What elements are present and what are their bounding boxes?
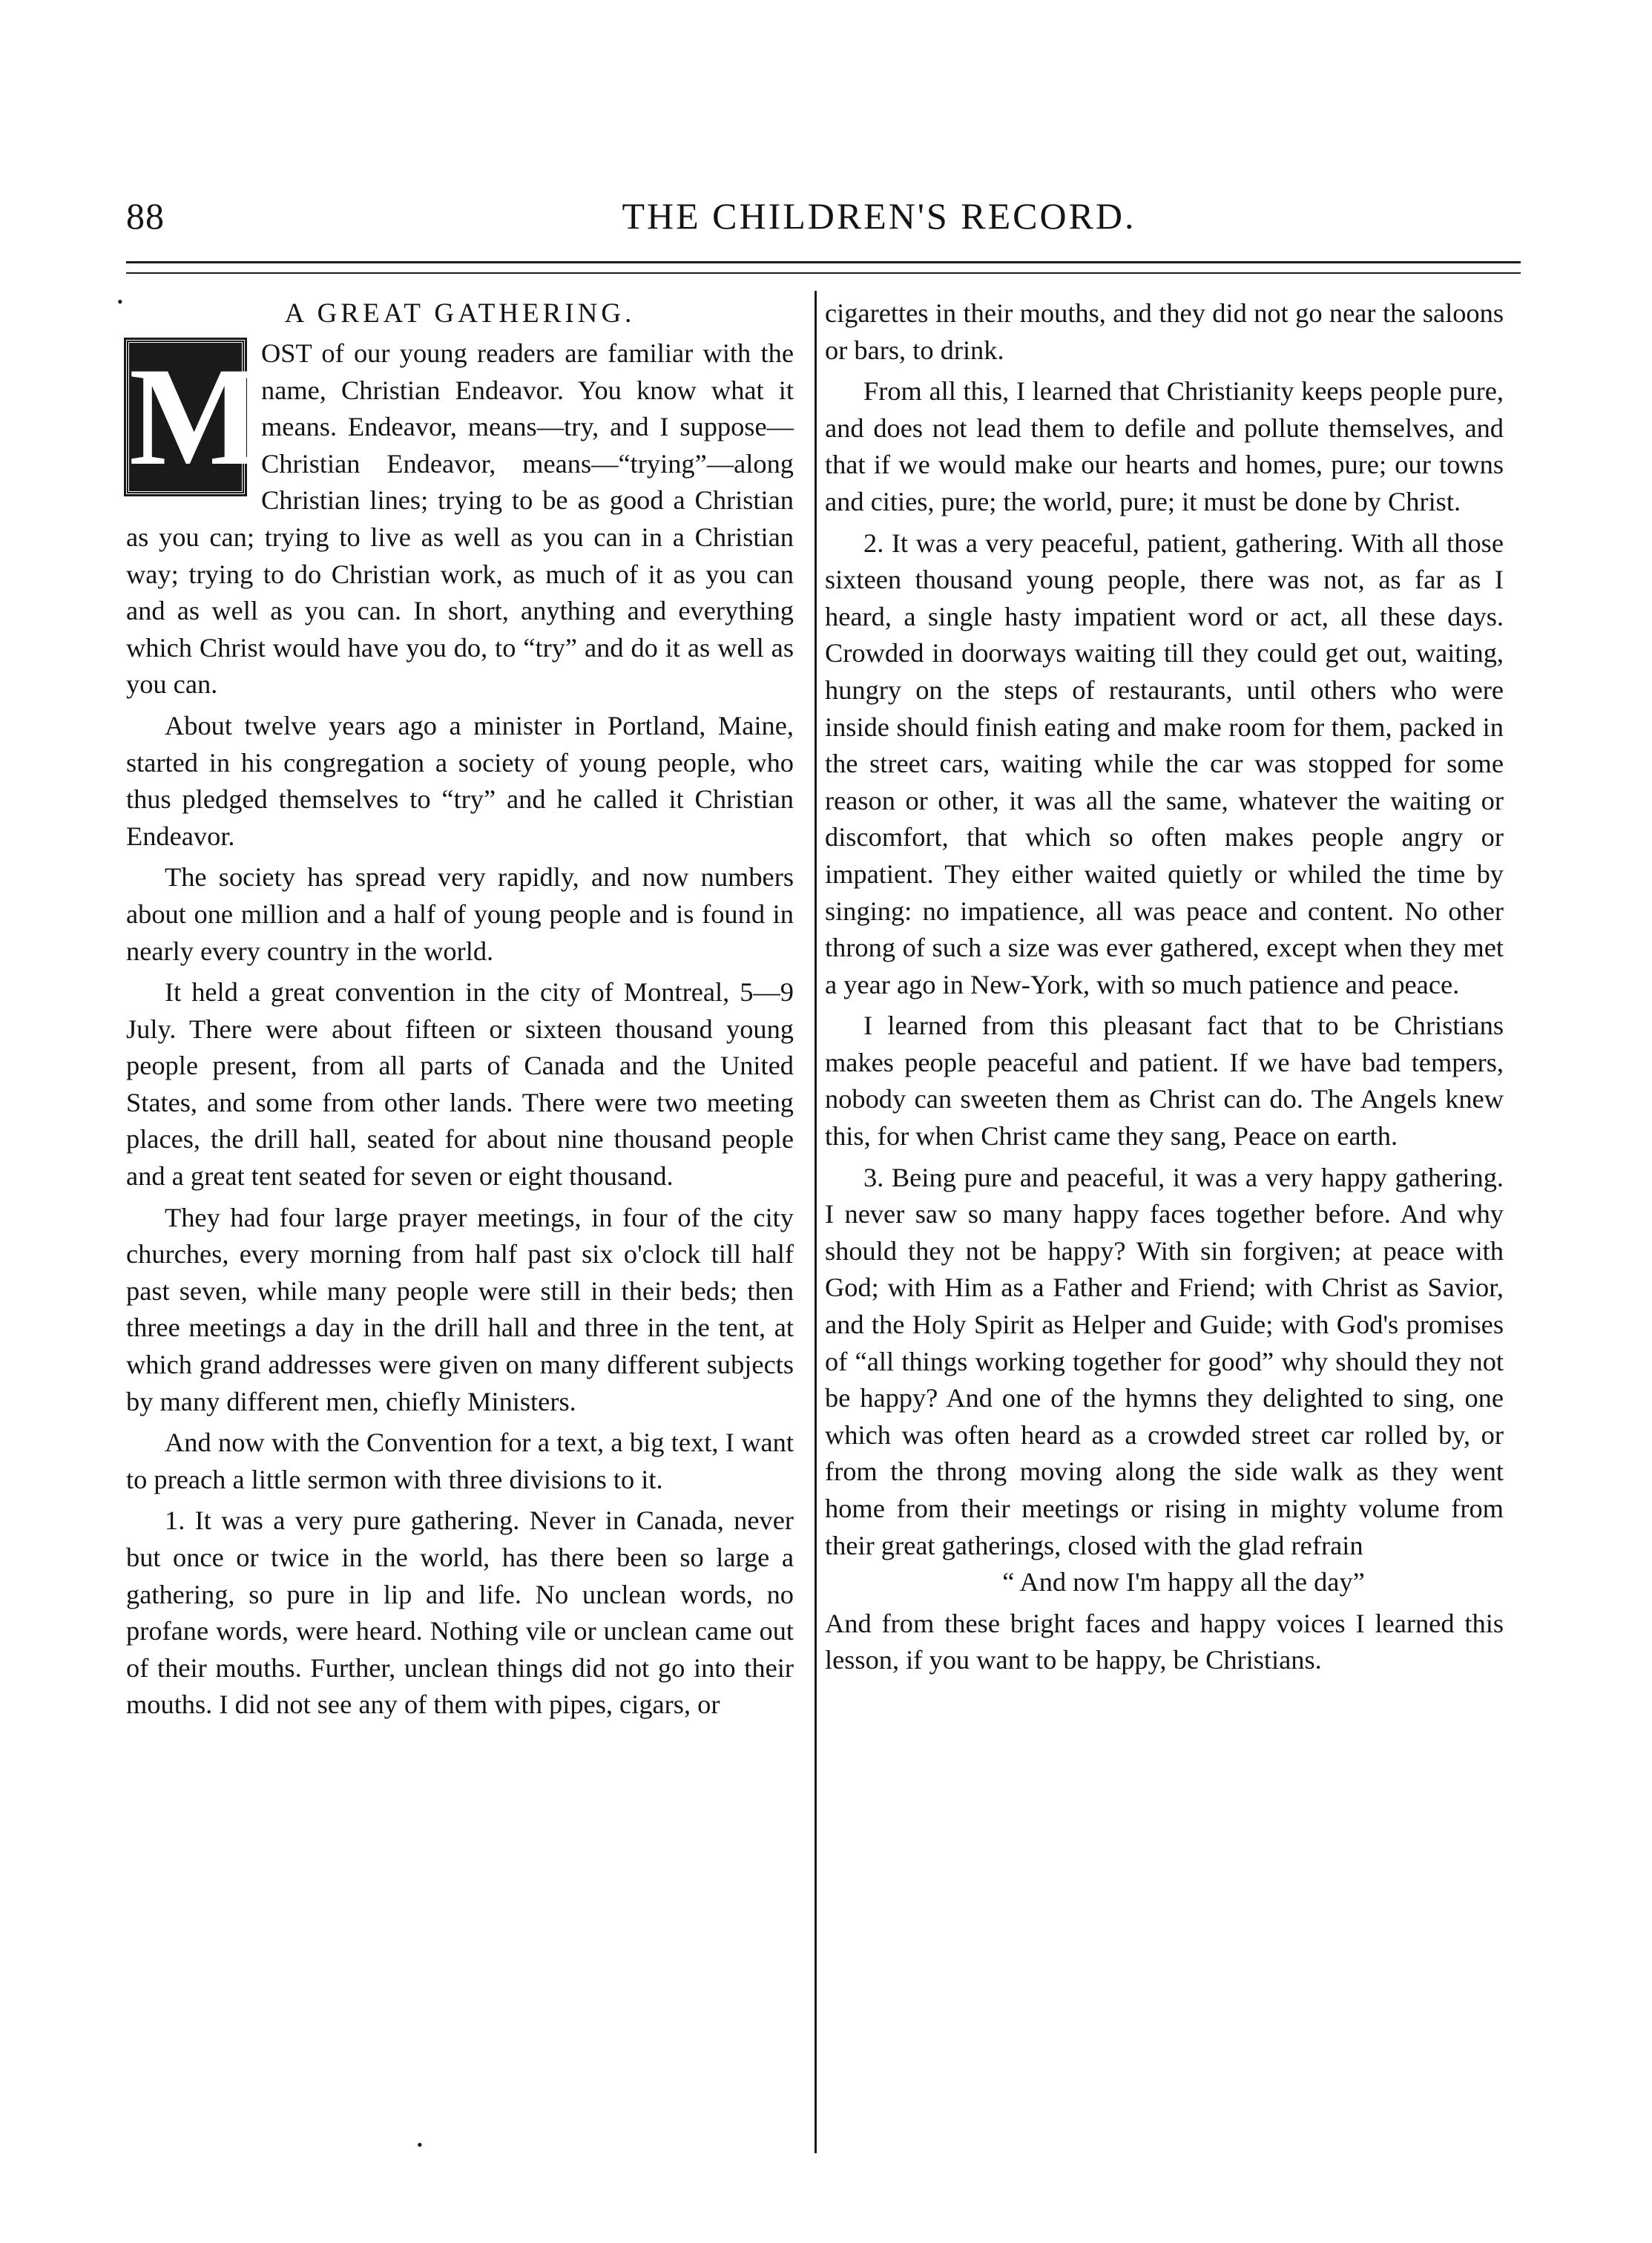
paragraph: It held a great convention in the city of Montreal, 5—9 July. There were about fifteen or sixteen thousand young people present, from all parts of Canada and the United States, and some from other lands. There were two meeting places, the drill hall, seated for about nine thousand people and a great tent seated for seven or eight thousand. (126, 977, 794, 1192)
article-title: A GREAT GATHERING. (284, 298, 636, 329)
page-header (126, 194, 1521, 246)
paragraph: And now with the Convention for a text, a big text, I want to preach a little sermon with three divisions to it. (126, 1428, 794, 1494)
paragraph: I learned from this pleasant fact that to be Christians makes people peaceful and patient. If we have bad tempers, nobody can sweeten them as Christ can do. The Angels knew this, for when Christ came they sang, Peace on earth. (825, 1011, 1504, 1152)
left-column (126, 295, 794, 1728)
opening-paragraph-wrap (126, 335, 794, 703)
column-divider (815, 291, 817, 2153)
closing-paragraph: And from these bright faces and happy voices I learned this lesson, if you want to be happy, be Christians. (825, 1608, 1504, 1675)
hymn-refrain: “ And now I'm happy all the day” (1002, 1567, 1365, 1597)
paragraph: About twelve years ago a minister in Portland, Maine, started in his congregation a society of young people, who thus pledged themselves to “try” and he called it Christian Endeavor. (126, 710, 794, 851)
drop-cap-letter: M (126, 340, 245, 494)
paragraph: From all this, I learned that Christianity keeps people pure, and does not lead them to defile and pollute themselves, and that if we would make our hearts and homes, pure; our towns and cities, pure; the world, pure; it must be done by Christ. (825, 376, 1504, 516)
paragraph: 2. It was a very peaceful, patient, gathering. With all those sixteen thousand young people, there was not, as far as I heard, a single hasty impatient word or act, all these days. Crowded in doorways waiting till they could get out, waiting, hungry on the steps of restaurants, until others who were inside should finish eating and make room for them, packed in the street cars, waiting while the car was stopped for some reason or other, it was all the same, whatever the waiting or discomfort, that which so often makes people angry or impatient. They either waited quietly or whiled the time by singing: no impatience, all was peace and content. No other throng of such a size was ever gathered, except when they met a year ago in New-York, with so much patience and peace. (825, 528, 1504, 999)
header-rule (126, 261, 1521, 274)
paragraph: The society has spread very rapidly, and now numbers about one million and a half of young people and is found in nearly every country in the world. (126, 862, 794, 966)
page-number: 88 (126, 195, 165, 237)
right-column (825, 295, 1504, 1684)
paragraph: They had four large prayer meetings, in four of the city churches, every morning from half past six o'clock till half past seven, while many people were still in their beds; then three meetings a day in the drill hall and three in the tent, at which grand addresses were given on many different subjects by many different men, chiefly Ministers. (126, 1202, 794, 1416)
paragraph: 1. It was a very pure gathering. Never in Canada, never but once or twice in the world, has there been so large a gathering, so pure in lip and life. No unclean words, no profane words, were heard. Nothing vile or unclean came out of their mouths. Further, unclean things did not go into their mouths. I did not see any of them with pipes, cigars, or (126, 1505, 794, 1720)
paragraph: 3. Being pure and peaceful, it was a very happy gathering. I never saw so many happy faces together before. And why should they not be happy? With sin forgiven; at peace with God; with Him as a Father and Friend; with Christ as Savior, and the Holy Spirit as Helper and Guide; with God's promises of “all things working together for good” why should they not be happy? And one of the hymns they delighted to sing, one which was often heard as a crowded street car rolled by, or from the throng moving along the side walk as they went home from their meetings or rising in mighty volume from their great gatherings, closed with the glad refrain (825, 1162, 1504, 1560)
running-title: THE CHILDREN'S RECORD. (622, 195, 1136, 237)
paragraph: cigarettes in their mouths, and they did not go near the saloons or bars, to drink. (825, 298, 1504, 365)
dot-ornament-bottom: • (417, 2135, 423, 2154)
dot-ornament-top: • (117, 292, 123, 311)
paragraph: OST of our young readers are familiar with the name, Christian Endeavor. You know what it means. Endeavor, means—try, and I suppose—Christian Endeavor, means—“trying”—along Christian lines; trying to be as good a Christian as you can; trying to live as well as you can in a Christian way; trying to do Christian work, as much of it as you can and as well as you can. In short, anything and everything which Christ would have you do, to “try” and do it as well as you can. (126, 338, 794, 700)
